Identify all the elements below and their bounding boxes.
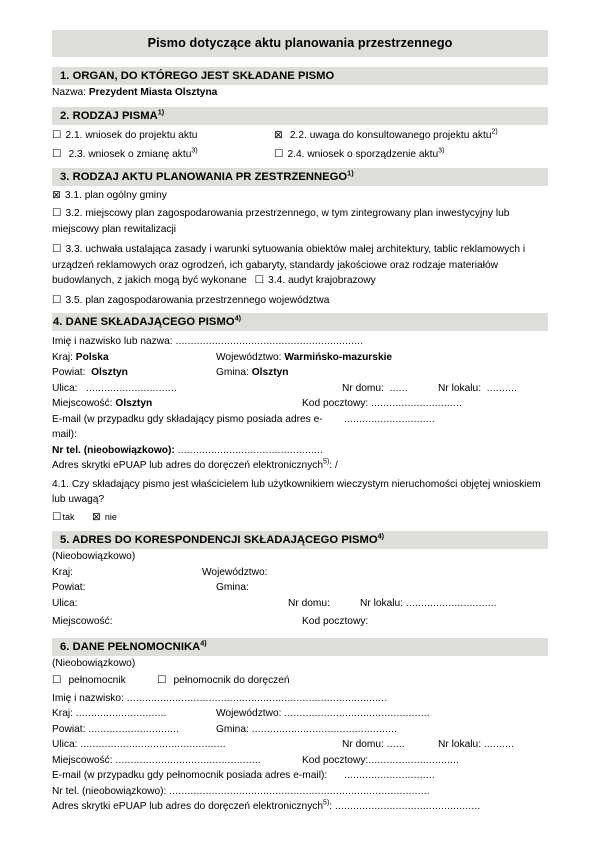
s6-county-field [52,722,216,738]
checkbox-3-1-icon[interactable]: ⊠ [52,188,61,201]
s4-phone-row [52,443,548,459]
section-5-header [52,531,548,549]
s6-postcode-input[interactable]: .............................. [368,754,460,766]
s5-county-commune-row [52,580,548,596]
s4-voivodeship-label: Województwo: [216,351,282,363]
s6-voivodeship-input[interactable]: ................................................ [284,708,430,719]
option-3-2[interactable] [52,206,548,237]
s6-house-field [342,737,438,753]
option-3-5[interactable] [52,293,548,309]
s6-epuap-label: Adres skrytki ePUAP lub adres do doręczeń elektronicznych [52,801,324,812]
s5-city-postcode-row [52,614,548,630]
s6-name-row [52,691,548,707]
option-2-1-label: 2.1. wniosek do projektu aktu [65,129,198,141]
s6-name-label: Imię i nazwisko: [52,692,124,704]
s6-city-field [52,753,302,769]
s4-county-commune-row [52,365,548,381]
s4-postcode-input[interactable]: .............................. [371,398,463,409]
section-3-footnote-marker: 1) [347,167,354,177]
s4-commune-label: Gmina: [216,367,249,378]
checkbox-3-5-icon[interactable]: ☐ [52,293,62,306]
section-2-title: 2. RODZAJ PISMA [60,109,158,122]
option-2-2-footnote-marker: 2) [491,128,498,136]
option-3-1-label: 3.1. plan ogólny gminy [64,189,167,201]
s6-country-voivodeship-row [52,706,548,722]
s4-answer-no-label: nie [104,511,117,522]
s4-answer-yes-label: tak [62,511,75,522]
s6-county-commune-row [52,722,548,738]
s4-country-field [52,350,216,366]
checkbox-proxy-delivery-icon[interactable]: ☐ [157,674,167,686]
s4-email-label-wrap [52,412,344,443]
section-2-header [52,107,548,125]
s6-name-input[interactable]: ...................................................................................... [126,692,388,704]
checkbox-answer-yes-icon[interactable]: ☐ [52,510,62,523]
option-3-3[interactable] [52,242,548,289]
s6-street-field [52,737,342,753]
s4-country-label: Kraj: [52,351,73,363]
s5-street-label: Ulica: [52,597,78,609]
s5-commune-label: Gmina: [216,582,249,593]
s6-role-proxy-label: pełnomocnik [68,675,126,686]
option-3-3-label: 3.3. uchwała ustalająca zasady i warunki sytuowania obiektów małej architektury, tablic reklamowych i urządzeń reklamowych oraz ogrodzeń, ich gabaryty, standardy jakościowe oraz rodzaje materiałów budowlanych, z jakich mogą być wykonane [52,244,526,286]
s4-commune-field [216,365,288,381]
option-3-2-label: 3.2. miejscowy plan zagospodarowania przestrzennego, w tym zintegrowany plan inwestycyjny lub miejscowy plan rewitalizacji [52,208,510,235]
s4-flat-input[interactable]: .......... [486,382,518,394]
s4-street-input[interactable]: .............................. [85,382,177,394]
s5-city-label: Miejscowość: [52,616,113,627]
s6-phone-input[interactable]: ...................................................................................... [169,785,430,797]
checkbox-3-3-icon[interactable]: ☐ [52,243,62,255]
option-2-2-label: 2.2. uwaga do konsultowanego projektu aktu [289,129,492,141]
s6-voivodeship-label: Województwo: [216,708,282,719]
s5-voivodeship-field[interactable] [202,565,268,581]
section-6-footnote-marker: 4) [200,637,207,647]
s5-county-label: Powiat: [52,582,86,593]
s6-optional-note: (Nieobowiązkowo) [52,657,136,669]
s4-city-postcode-row [52,396,548,412]
checkbox-3-2-icon[interactable]: ☐ [52,207,62,219]
option-2-3-label: 2.3. wniosek o zmianę aktu [68,149,192,160]
s6-email-label-wrap [52,768,344,784]
s6-epuap-row [52,799,548,815]
option-2-3-footnote-marker: 3) [191,147,198,155]
s4-email-input[interactable]: .............................. [344,413,435,425]
s4-county-value[interactable]: Olsztyn [91,367,128,378]
option-2-2[interactable] [274,128,498,144]
section-4-title: 4. DANE SKŁADAJĄCEGO PISMO [53,316,235,328]
s6-country-field [52,706,216,722]
option-2-1[interactable] [52,128,274,144]
option-2-3[interactable] [52,147,274,163]
s4-name-input[interactable]: .............................................................. [175,336,364,347]
s6-role-delivery-label: pełnomocnik do doręczeń [173,675,290,686]
checkbox-answer-no-icon[interactable]: ⊠ [92,510,101,523]
s4-epuap-footnote-marker: 5) [323,458,330,466]
s4-country-voivodeship-row [52,350,548,366]
organ-name-value: Prezydent Miasta Olsztyna [88,87,218,98]
s6-email-row [52,768,548,784]
section-2-options-row-1 [52,128,548,144]
s4-flat-field [438,381,517,397]
s6-epuap-input[interactable]: ................................................ [334,801,481,812]
s6-postcode-field [302,753,459,769]
s4-ownership-question: 4.1. Czy składający pismo jest właścicielem lub użytkownikiem wieczystym nieruchomości objętej wnioskiem lub uwagą? [52,478,541,505]
s4-street-house-row [52,381,548,397]
s5-country-field[interactable] [52,565,202,581]
s5-postcode-field[interactable] [302,614,368,630]
section-2-footnote-marker: 1) [157,106,165,116]
s4-epuap-row [52,458,548,474]
s4-house-field [342,381,438,397]
s6-city-postcode-row [52,753,548,769]
s5-street-house-row [52,596,548,612]
s6-house-label: Nr domu: [342,739,384,750]
s6-country-input[interactable]: .............................. [75,708,167,719]
s6-postcode-label: Kod pocztowy: [302,754,369,766]
s4-street-label: Ulica: [52,382,78,394]
s6-city-input[interactable]: ................................................ [115,754,261,766]
s5-optional-note: (Nieobowiązkowo) [52,551,136,562]
s4-answer-no[interactable] [92,510,117,526]
s4-epuap-label: Adres skrytki ePUAP lub adres do doręczeń elektronicznych [52,460,324,471]
s6-phone-label: Nr tel. (nieobowiązkowo): [52,785,167,797]
section-3-header [52,168,548,186]
s4-answer-yes[interactable] [52,510,92,526]
section-5-footnote-marker: 4) [377,531,385,541]
checkbox-2-3-icon[interactable]: ☐ [52,148,62,160]
checkbox-3-4-icon[interactable]: ☐ [254,274,265,286]
s6-commune-input[interactable]: ................................................ [251,723,398,735]
s4-postcode-label: Kod pocztowy: [302,398,369,409]
s6-epuap-footnote-marker: 5) [323,799,330,807]
s4-voivodeship-field [216,350,392,366]
s4-name-row [52,334,548,350]
s5-street-field[interactable] [52,596,288,612]
section-3-title: 3. RODZAJ AKTU PLANOWANIA PR ZESTRZENNEGO [60,170,348,183]
s5-voivodeship-label: Województwo: [202,566,268,578]
s4-name-label: Imię i nazwisko lub nazwa: [52,336,173,347]
option-3-1[interactable] [52,188,548,204]
s6-role-row [52,673,548,689]
option-2-4-label: 2.4. wniosek o sporządzenie aktu [287,149,439,160]
section-1-title: 1. ORGAN, DO KTÓREGO JEST SKŁADANE PISMO [60,70,335,82]
s4-city-field [52,396,302,412]
s6-email-input[interactable]: .............................. [344,770,435,781]
s4-voivodeship-value[interactable]: Warmińsko-mazurskie [284,351,393,363]
s4-county-field [52,365,216,381]
s4-phone-label: Nr tel. (nieobowiązkowo): [52,444,175,456]
s4-house-label: Nr domu: [342,382,384,394]
section-1-header [52,67,548,85]
s6-street-label: Ulica: [52,739,78,750]
s6-role-proxy[interactable] [52,673,157,689]
s5-country-label: Kraj: [52,566,73,578]
s4-epuap-colon: : [329,460,333,471]
s4-phone-input[interactable]: ................................................ [177,444,324,456]
s6-street-house-row [52,737,548,753]
section-6-header [52,638,548,656]
s5-city-field[interactable] [52,614,302,630]
checkbox-2-4-icon[interactable]: ☐ [274,148,284,160]
s6-flat-label: Nr lokalu: [438,739,482,750]
s6-role-delivery[interactable] [157,673,290,689]
s5-house-field[interactable] [288,596,360,612]
s4-county-label: Powiat: [52,367,86,378]
s6-city-label: Miejscowość: [52,754,113,766]
section-6-title: 6. DANE PEŁNOMOCNIKA [60,640,201,653]
organ-name-row [52,85,548,101]
s4-city-label: Miejscowość: [52,398,113,409]
s4-email-label: E-mail (w przypadku gdy składający pismo posiada adres e-mail): [52,413,323,440]
section-4-footnote-marker: 4) [234,313,242,323]
s4-epuap-value[interactable]: / [334,460,338,471]
s6-email-field [344,768,435,784]
s6-county-input[interactable]: .............................. [88,723,180,735]
section-5-title: 5. ADRES DO KORESPONDENCJI SKŁADAJĄCEGO PISMO [60,534,378,546]
s6-email-label: E-mail (w przypadku gdy pełnomocnik posiada adres e-mail): [52,770,328,781]
option-2-4[interactable] [274,147,444,163]
s4-email-field [344,412,435,443]
s5-county-field[interactable] [52,580,202,596]
s6-phone-row [52,784,548,800]
s4-commune-value[interactable]: Olsztyn [251,367,289,378]
s6-commune-field [216,722,397,738]
checkbox-2-1-icon[interactable]: ☐ [52,128,62,141]
s5-flat-field[interactable] [360,596,497,612]
s6-flat-input[interactable]: .......... [483,739,515,750]
s6-house-input[interactable]: ...... [386,739,405,750]
s4-city-value[interactable]: Olsztyn [115,398,153,409]
s4-postcode-field [302,396,462,412]
s6-epuap-colon: : [329,801,333,812]
s4-street-field [52,381,342,397]
section-4-header [52,313,548,331]
s5-country-voivodeship-row [52,565,548,581]
s6-country-label: Kraj: [52,708,73,719]
s5-flat-label: Nr lokalu: [360,597,404,609]
s6-street-input[interactable]: ................................................ [80,739,226,750]
s5-commune-field[interactable] [202,580,249,596]
s5-postcode-label: Kod pocztowy: [302,616,369,627]
s4-ownership-answers [52,510,548,526]
checkbox-proxy-icon[interactable]: ☐ [52,674,62,686]
s6-county-label: Powiat: [52,723,86,735]
checkbox-2-2-icon[interactable]: ⊠ [274,128,283,141]
s5-flat-input[interactable]: .............................. [405,597,497,609]
s5-house-label: Nr domu: [288,597,330,609]
s6-flat-field [438,737,514,753]
option-3-4-label: 3.4. audyt krajobrazowy [268,275,376,286]
document-title: Pismo dotyczące aktu planowania przestrzennego [52,30,548,57]
s4-flat-label: Nr lokalu: [438,382,482,394]
s4-country-value[interactable]: Polska [75,351,109,363]
section-2-options-row-2 [52,147,548,163]
option-2-4-footnote-marker: 3) [438,147,445,155]
option-3-5-label: 3.5. plan zagospodarowania przestrzennego województwa [65,294,330,306]
s6-voivodeship-field [216,706,430,722]
s6-commune-label: Gmina: [216,723,249,735]
s4-email-row [52,412,548,443]
organ-name-label: Nazwa: [52,87,86,98]
s4-house-input[interactable]: ...... [389,382,408,394]
